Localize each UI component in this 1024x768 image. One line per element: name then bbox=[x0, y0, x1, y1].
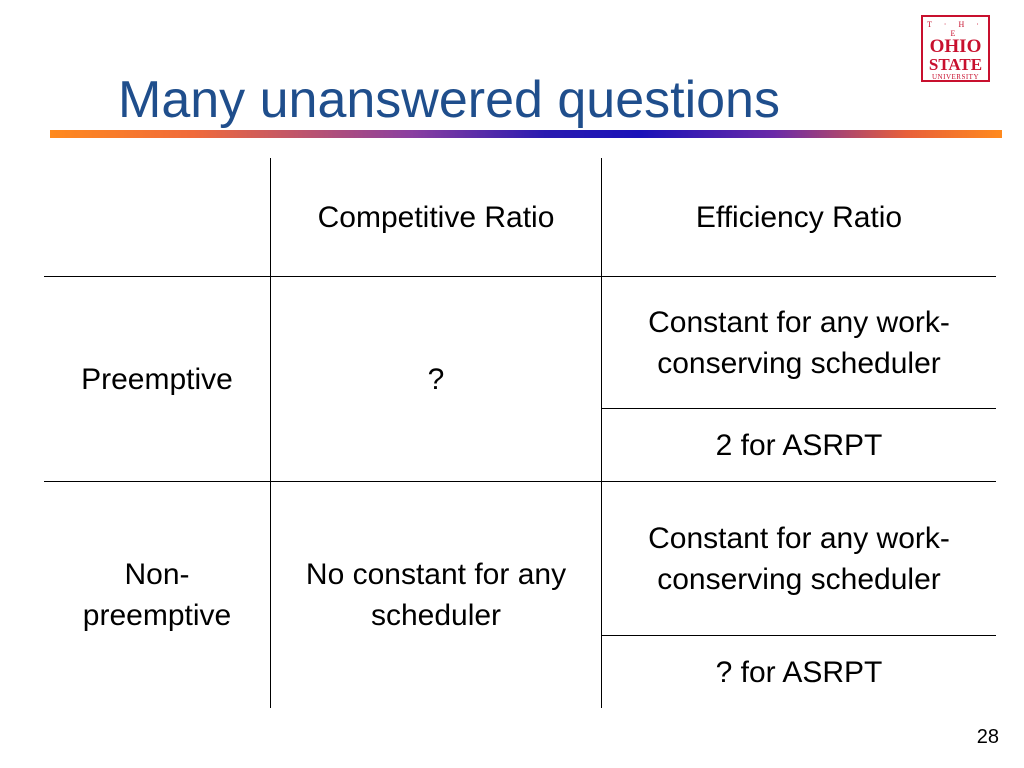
logo-line-university: UNIVERSITY bbox=[932, 73, 979, 81]
row-non-preemptive-efficiency-general: Constant for any work-conserving scheduler bbox=[648, 521, 950, 596]
logo-line-state: STATE bbox=[928, 55, 983, 74]
logo-line-the: T · H · E bbox=[927, 20, 984, 38]
title-underline bbox=[50, 130, 1002, 138]
logo-line-ohio: OHIO bbox=[929, 36, 982, 57]
slide-title: Many unanswered questions bbox=[118, 71, 780, 129]
header-empty bbox=[44, 158, 270, 276]
slide-page-number: 28 bbox=[976, 726, 999, 748]
row-preemptive-competitive: ? bbox=[427, 362, 445, 396]
row-preemptive-efficiency-asrpt: 2 for ASRPT bbox=[715, 428, 883, 462]
ohio-state-logo bbox=[921, 15, 990, 82]
row-non-preemptive-efficiency-asrpt: ? for ASRPT bbox=[715, 655, 883, 689]
row-label-non-preemptive: Non-preemptive bbox=[82, 558, 232, 632]
row-preemptive-efficiency-general: Constant for any work-conserving scheduler bbox=[648, 305, 950, 380]
header-competitive-ratio: Competitive Ratio bbox=[317, 200, 555, 234]
row-non-preemptive-competitive: No constant for any scheduler bbox=[305, 558, 567, 632]
header-efficiency-ratio: Efficiency Ratio bbox=[695, 200, 903, 234]
row-label-preemptive: Preemptive bbox=[81, 362, 233, 396]
